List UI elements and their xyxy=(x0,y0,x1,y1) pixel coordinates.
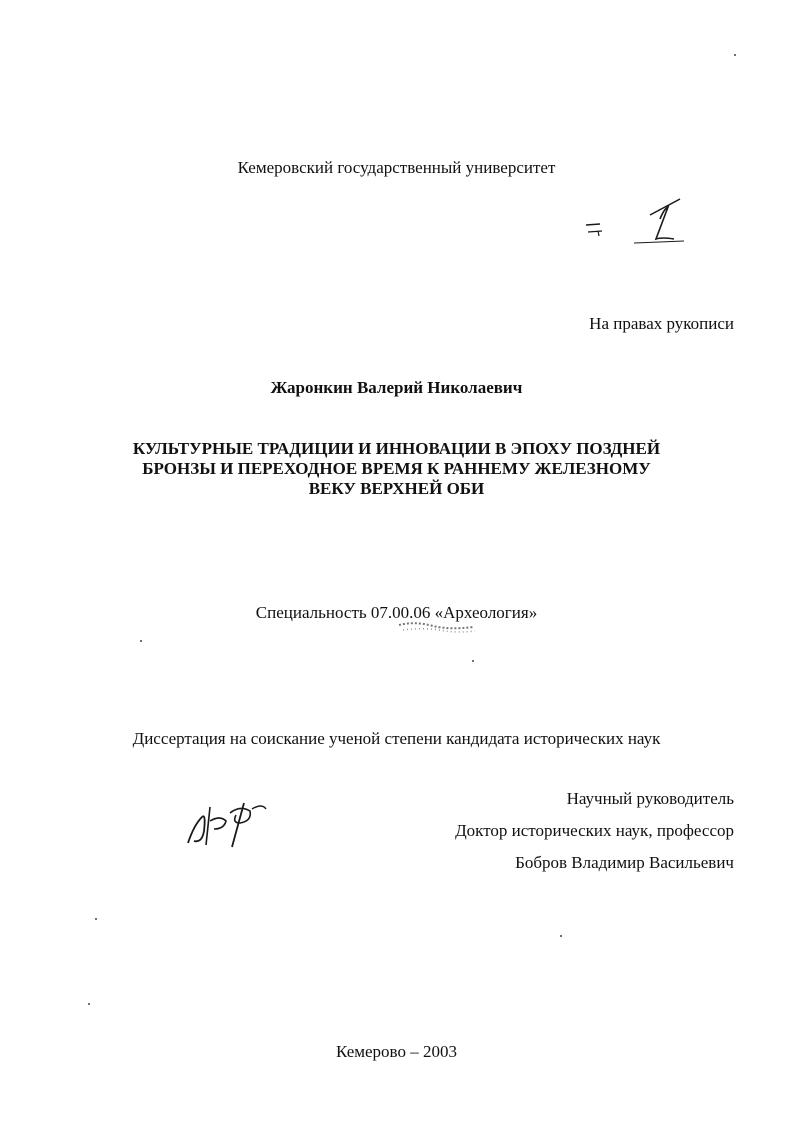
title-line: ВЕКУ ВЕРХНЕЙ ОБИ xyxy=(308,479,485,498)
handwritten-page-number xyxy=(580,195,690,255)
dissertation-degree: Диссертация на соискание ученой степени кандидата исторических наук xyxy=(132,729,661,748)
supervisor-role: Научный руководитель xyxy=(566,789,734,808)
scan-speck xyxy=(88,1003,90,1005)
manuscript-rights-note: На правах рукописи xyxy=(589,314,734,333)
city-year: Кемерово – 2003 xyxy=(336,1042,457,1061)
supervisor-degree: Доктор исторических наук, профессор xyxy=(455,821,734,840)
stamp-smudge xyxy=(395,618,480,636)
specialty: Специальность 07.00.06 «Археология» xyxy=(255,603,538,622)
scan-speck xyxy=(472,660,474,662)
scan-speck xyxy=(734,54,736,56)
author-name: Жаронкин Валерий Николаевич xyxy=(270,378,523,397)
handwritten-signature xyxy=(180,795,280,855)
scan-speck xyxy=(95,918,97,920)
scan-speck xyxy=(560,935,562,937)
supervisor-name: Бобров Владимир Васильевич xyxy=(515,853,734,872)
scan-speck xyxy=(140,640,142,642)
dissertation-title xyxy=(100,439,693,499)
title-line: КУЛЬТУРНЫЕ ТРАДИЦИИ И ИННОВАЦИИ В ЭПОХУ ПОЗДНЕЙ xyxy=(132,439,661,458)
institution-name: Кемеровский государственный университет xyxy=(237,158,556,177)
title-line: БРОНЗЫ И ПЕРЕХОДНОЕ ВРЕМЯ К РАННЕМУ ЖЕЛЕЗНОМУ xyxy=(142,459,651,478)
